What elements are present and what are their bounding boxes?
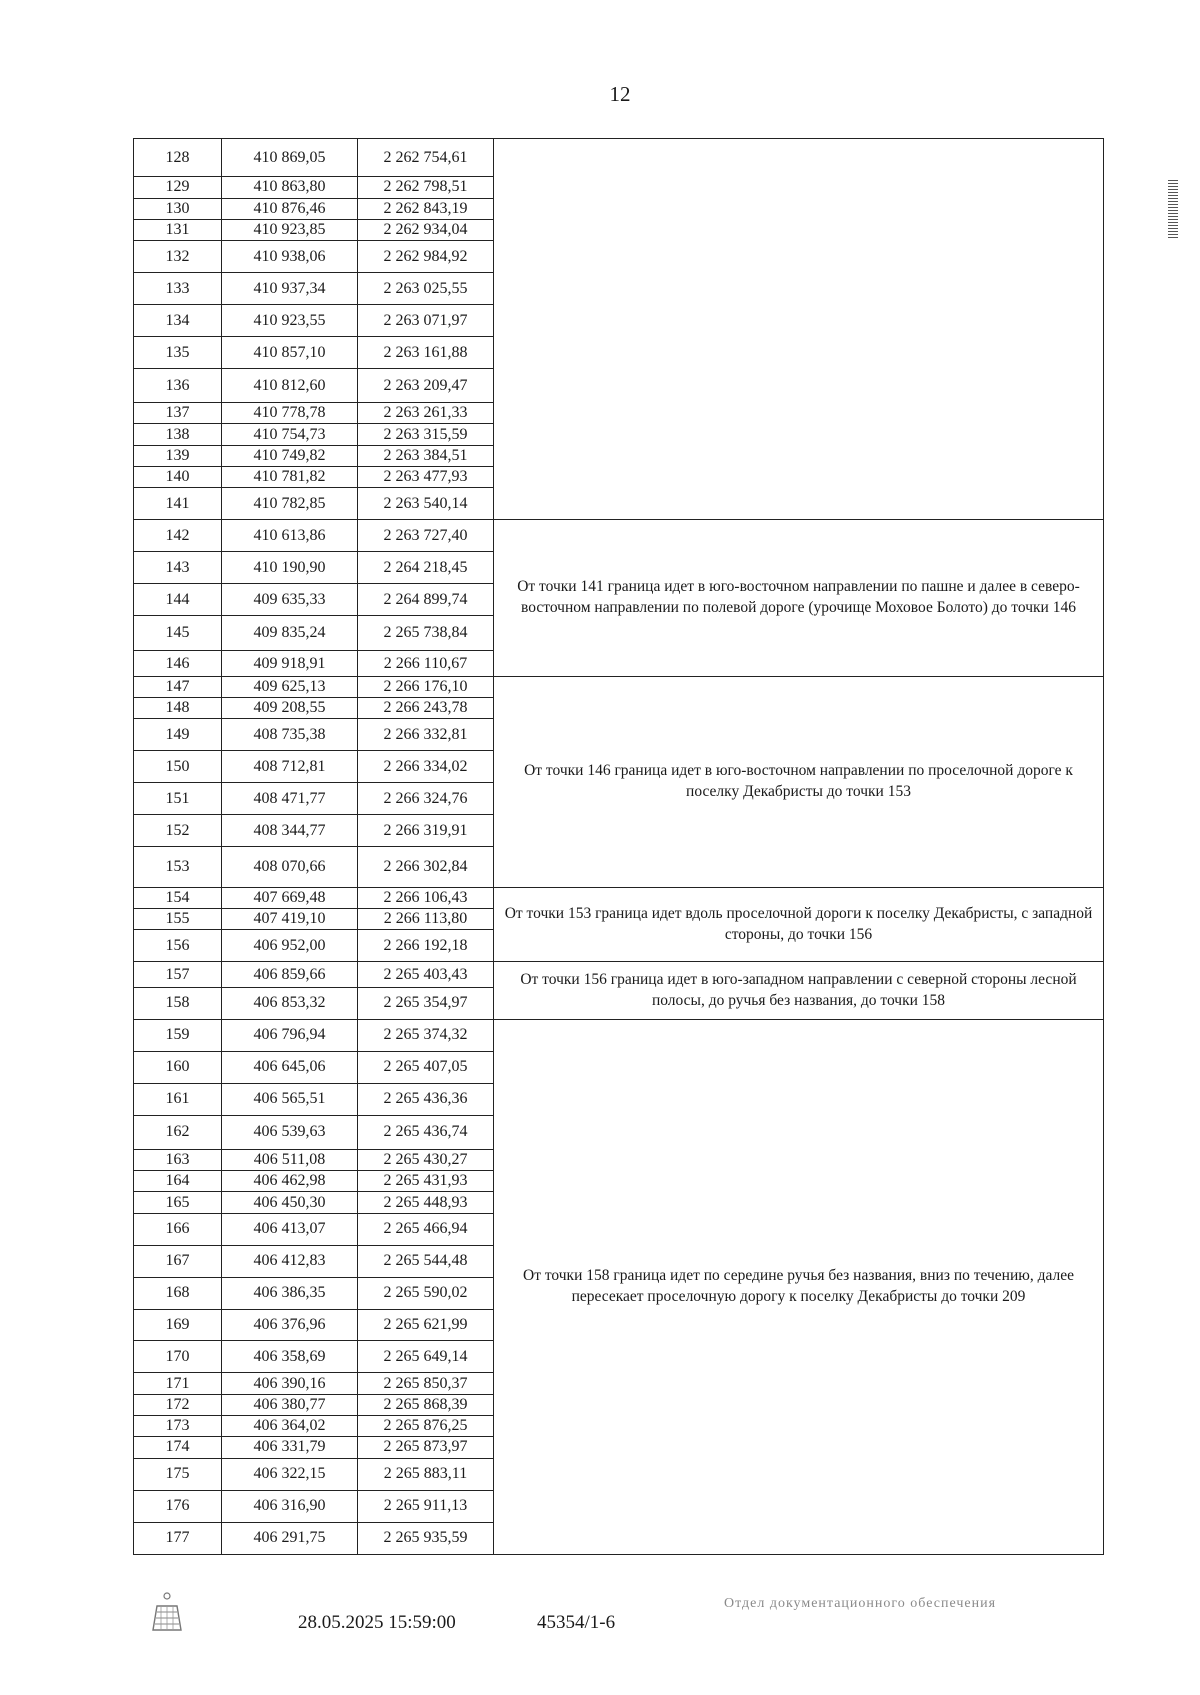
x-coordinate-cell: 408 344,77 (222, 815, 358, 847)
y-coordinate-cell: 2 265 407,05 (358, 1051, 494, 1083)
y-coordinate-cell: 2 265 436,36 (358, 1083, 494, 1115)
boundary-description-cell: От точки 158 граница идет по середине ручья без названия, вниз по течению, далее пересекает проселочную дорогу к поселку Декабристы до точки 209 (494, 1019, 1104, 1554)
x-coordinate-cell: 406 952,00 (222, 930, 358, 962)
footer-document-code: 45354/1-6 (537, 1612, 616, 1633)
point-number-cell: 144 (134, 584, 222, 616)
x-coordinate-cell: 409 208,55 (222, 698, 358, 719)
point-number-cell: 137 (134, 403, 222, 424)
y-coordinate-cell: 2 266 332,81 (358, 719, 494, 751)
point-number-cell: 163 (134, 1149, 222, 1170)
x-coordinate-cell: 410 938,06 (222, 241, 358, 273)
point-number-cell: 156 (134, 930, 222, 962)
x-coordinate-cell: 406 859,66 (222, 962, 358, 988)
x-coordinate-cell: 410 190,90 (222, 552, 358, 584)
emblem-icon (147, 1590, 187, 1634)
point-number-cell: 129 (134, 177, 222, 198)
y-coordinate-cell: 2 262 984,92 (358, 241, 494, 273)
x-coordinate-cell: 406 539,63 (222, 1115, 358, 1149)
y-coordinate-cell: 2 264 218,45 (358, 552, 494, 584)
point-number-cell: 138 (134, 424, 222, 445)
x-coordinate-cell: 408 712,81 (222, 751, 358, 783)
y-coordinate-cell: 2 262 934,04 (358, 219, 494, 240)
x-coordinate-cell: 410 869,05 (222, 139, 358, 177)
y-coordinate-cell: 2 265 403,43 (358, 962, 494, 988)
y-coordinate-cell: 2 263 315,59 (358, 424, 494, 445)
footer-stamp: Отдел документационного обеспечения (723, 1596, 997, 1611)
x-coordinate-cell: 410 754,73 (222, 424, 358, 445)
x-coordinate-cell: 410 782,85 (222, 488, 358, 520)
y-coordinate-cell: 2 266 106,43 (358, 887, 494, 908)
y-coordinate-cell: 2 265 883,11 (358, 1458, 494, 1490)
x-coordinate-cell: 408 471,77 (222, 783, 358, 815)
y-coordinate-cell: 2 264 899,74 (358, 584, 494, 616)
x-coordinate-cell: 409 918,91 (222, 651, 358, 677)
x-coordinate-cell: 410 876,46 (222, 198, 358, 219)
point-number-cell: 136 (134, 369, 222, 403)
point-number-cell: 145 (134, 616, 222, 651)
table-body (134, 139, 1104, 1555)
point-number-cell: 149 (134, 719, 222, 751)
y-coordinate-cell: 2 263 727,40 (358, 520, 494, 552)
y-coordinate-cell: 2 265 431,93 (358, 1171, 494, 1192)
point-number-cell: 157 (134, 962, 222, 988)
table-row (134, 676, 1104, 697)
point-number-cell: 175 (134, 1458, 222, 1490)
y-coordinate-cell: 2 265 873,97 (358, 1437, 494, 1458)
y-coordinate-cell: 2 265 738,84 (358, 616, 494, 651)
table-row (134, 139, 1104, 177)
point-number-cell: 165 (134, 1192, 222, 1213)
boundary-description-cell: От точки 153 граница идет вдоль проселочной дороги к поселку Декабристы, с западной стороны, до точки 156 (494, 887, 1104, 962)
point-number-cell: 159 (134, 1019, 222, 1051)
point-number-cell: 170 (134, 1341, 222, 1373)
x-coordinate-cell: 406 322,15 (222, 1458, 358, 1490)
x-coordinate-cell: 406 645,06 (222, 1051, 358, 1083)
y-coordinate-cell: 2 262 798,51 (358, 177, 494, 198)
x-coordinate-cell: 407 419,10 (222, 909, 358, 930)
point-number-cell: 142 (134, 520, 222, 552)
x-coordinate-cell: 410 812,60 (222, 369, 358, 403)
x-coordinate-cell: 406 462,98 (222, 1171, 358, 1192)
point-number-cell: 176 (134, 1490, 222, 1522)
point-number-cell: 174 (134, 1437, 222, 1458)
point-number-cell: 133 (134, 273, 222, 305)
x-coordinate-cell: 406 376,96 (222, 1309, 358, 1341)
page-number: 12 (609, 82, 631, 106)
margin-scan-mark (1168, 180, 1178, 240)
footer-date: 28.05.2025 15:59:00 (298, 1612, 456, 1633)
x-coordinate-cell: 410 863,80 (222, 177, 358, 198)
x-coordinate-cell: 406 386,35 (222, 1277, 358, 1309)
x-coordinate-cell: 406 853,32 (222, 987, 358, 1019)
point-number-cell: 135 (134, 337, 222, 369)
point-number-cell: 177 (134, 1522, 222, 1554)
x-coordinate-cell: 406 364,02 (222, 1416, 358, 1437)
boundary-description-cell: От точки 156 граница идет в юго-западном направлении с северной стороны лесной полосы, до ручья без названия, до точки 158 (494, 962, 1104, 1020)
point-number-cell: 173 (134, 1416, 222, 1437)
y-coordinate-cell: 2 265 590,02 (358, 1277, 494, 1309)
y-coordinate-cell: 2 263 477,93 (358, 467, 494, 488)
point-number-cell: 139 (134, 445, 222, 466)
y-coordinate-cell: 2 263 025,55 (358, 273, 494, 305)
y-coordinate-cell: 2 263 071,97 (358, 305, 494, 337)
x-coordinate-cell: 410 778,78 (222, 403, 358, 424)
table-row (134, 962, 1104, 988)
y-coordinate-cell: 2 265 649,14 (358, 1341, 494, 1373)
y-coordinate-cell: 2 266 302,84 (358, 847, 494, 887)
point-number-cell: 155 (134, 909, 222, 930)
point-number-cell: 162 (134, 1115, 222, 1149)
x-coordinate-cell: 410 857,10 (222, 337, 358, 369)
y-coordinate-cell: 2 263 161,88 (358, 337, 494, 369)
x-coordinate-cell: 410 613,86 (222, 520, 358, 552)
x-coordinate-cell: 406 358,69 (222, 1341, 358, 1373)
point-number-cell: 151 (134, 783, 222, 815)
x-coordinate-cell: 408 070,66 (222, 847, 358, 887)
boundary-description-cell: От точки 146 граница идет в юго-восточном направлении по проселочной дороге к поселку Декабристы до точки 153 (494, 676, 1104, 887)
point-number-cell: 164 (134, 1171, 222, 1192)
y-coordinate-cell: 2 266 192,18 (358, 930, 494, 962)
x-coordinate-cell: 406 565,51 (222, 1083, 358, 1115)
point-number-cell: 166 (134, 1213, 222, 1245)
boundary-description-cell (494, 139, 1104, 520)
y-coordinate-cell: 2 265 850,37 (358, 1373, 494, 1394)
point-number-cell: 171 (134, 1373, 222, 1394)
point-number-cell: 140 (134, 467, 222, 488)
y-coordinate-cell: 2 265 354,97 (358, 987, 494, 1019)
y-coordinate-cell: 2 265 544,48 (358, 1245, 494, 1277)
x-coordinate-cell: 410 923,85 (222, 219, 358, 240)
x-coordinate-cell: 406 511,08 (222, 1149, 358, 1170)
coordinates-table (133, 138, 1104, 1555)
y-coordinate-cell: 2 266 324,76 (358, 783, 494, 815)
x-coordinate-cell: 406 380,77 (222, 1394, 358, 1415)
y-coordinate-cell: 2 265 868,39 (358, 1394, 494, 1415)
x-coordinate-cell: 406 450,30 (222, 1192, 358, 1213)
y-coordinate-cell: 2 266 243,78 (358, 698, 494, 719)
x-coordinate-cell: 410 923,55 (222, 305, 358, 337)
y-coordinate-cell: 2 263 209,47 (358, 369, 494, 403)
point-number-cell: 150 (134, 751, 222, 783)
table-row (134, 520, 1104, 552)
x-coordinate-cell: 406 413,07 (222, 1213, 358, 1245)
y-coordinate-cell: 2 265 448,93 (358, 1192, 494, 1213)
y-coordinate-cell: 2 266 113,80 (358, 909, 494, 930)
table-row (134, 887, 1104, 908)
point-number-cell: 172 (134, 1394, 222, 1415)
point-number-cell: 169 (134, 1309, 222, 1341)
point-number-cell: 148 (134, 698, 222, 719)
x-coordinate-cell: 406 390,16 (222, 1373, 358, 1394)
y-coordinate-cell: 2 265 935,59 (358, 1522, 494, 1554)
point-number-cell: 158 (134, 987, 222, 1019)
x-coordinate-cell: 406 291,75 (222, 1522, 358, 1554)
y-coordinate-cell: 2 265 430,27 (358, 1149, 494, 1170)
point-number-cell: 143 (134, 552, 222, 584)
x-coordinate-cell: 406 412,83 (222, 1245, 358, 1277)
y-coordinate-cell: 2 263 384,51 (358, 445, 494, 466)
y-coordinate-cell: 2 263 540,14 (358, 488, 494, 520)
x-coordinate-cell: 408 735,38 (222, 719, 358, 751)
y-coordinate-cell: 2 265 374,32 (358, 1019, 494, 1051)
table-row (134, 1019, 1104, 1051)
boundary-description-cell: От точки 141 граница идет в юго-восточном направлении по пашне и далее в северо-восточном направлении по полевой дороге (урочище Моховое Болото) до точки 146 (494, 520, 1104, 677)
x-coordinate-cell: 409 835,24 (222, 616, 358, 651)
y-coordinate-cell: 2 262 754,61 (358, 139, 494, 177)
y-coordinate-cell: 2 265 466,94 (358, 1213, 494, 1245)
y-coordinate-cell: 2 263 261,33 (358, 403, 494, 424)
point-number-cell: 128 (134, 139, 222, 177)
point-number-cell: 146 (134, 651, 222, 677)
y-coordinate-cell: 2 265 621,99 (358, 1309, 494, 1341)
point-number-cell: 153 (134, 847, 222, 887)
point-number-cell: 131 (134, 219, 222, 240)
point-number-cell: 167 (134, 1245, 222, 1277)
y-coordinate-cell: 2 266 176,10 (358, 676, 494, 697)
y-coordinate-cell: 2 265 436,74 (358, 1115, 494, 1149)
x-coordinate-cell: 409 635,33 (222, 584, 358, 616)
y-coordinate-cell: 2 266 334,02 (358, 751, 494, 783)
point-number-cell: 161 (134, 1083, 222, 1115)
point-number-cell: 147 (134, 676, 222, 697)
y-coordinate-cell: 2 266 319,91 (358, 815, 494, 847)
point-number-cell: 152 (134, 815, 222, 847)
x-coordinate-cell: 406 331,79 (222, 1437, 358, 1458)
point-number-cell: 134 (134, 305, 222, 337)
y-coordinate-cell: 2 265 876,25 (358, 1416, 494, 1437)
x-coordinate-cell: 410 781,82 (222, 467, 358, 488)
y-coordinate-cell: 2 265 911,13 (358, 1490, 494, 1522)
point-number-cell: 154 (134, 887, 222, 908)
x-coordinate-cell: 406 316,90 (222, 1490, 358, 1522)
point-number-cell: 168 (134, 1277, 222, 1309)
x-coordinate-cell: 410 749,82 (222, 445, 358, 466)
x-coordinate-cell: 407 669,48 (222, 887, 358, 908)
point-number-cell: 132 (134, 241, 222, 273)
y-coordinate-cell: 2 266 110,67 (358, 651, 494, 677)
point-number-cell: 130 (134, 198, 222, 219)
x-coordinate-cell: 409 625,13 (222, 676, 358, 697)
x-coordinate-cell: 406 796,94 (222, 1019, 358, 1051)
x-coordinate-cell: 410 937,34 (222, 273, 358, 305)
point-number-cell: 160 (134, 1051, 222, 1083)
y-coordinate-cell: 2 262 843,19 (358, 198, 494, 219)
point-number-cell: 141 (134, 488, 222, 520)
